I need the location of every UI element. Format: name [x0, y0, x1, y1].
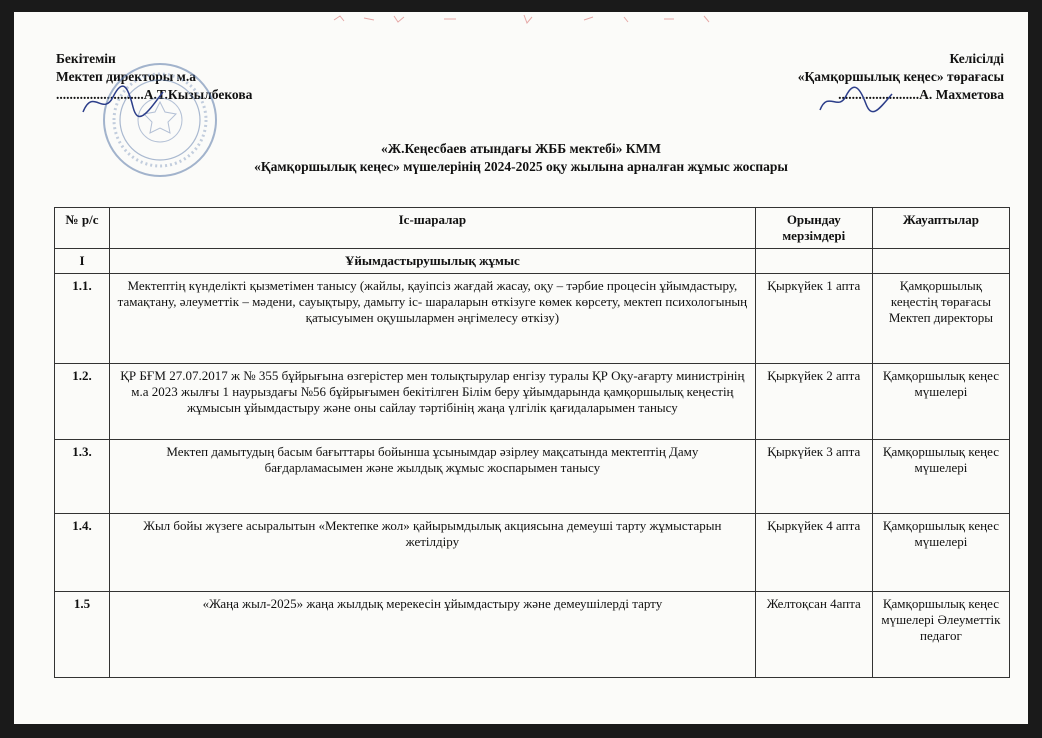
director-signature — [78, 82, 168, 122]
row-num: 1.3. — [55, 440, 110, 514]
row-deadline: Қыркүйек 2 апта — [755, 364, 872, 440]
document-page — [14, 12, 1028, 724]
approval-right-heading: Келісілді — [949, 51, 1004, 66]
table-header-row — [55, 208, 1010, 249]
section-empty-cell — [872, 249, 1009, 274]
row-activity: Жыл бойы жүзеге асыралытын «Мектепке жол» қайырымдылық акциясына демеуші тарту жұмыстарын жетілдіру — [110, 514, 756, 592]
table-row — [55, 592, 1010, 678]
table-row — [55, 514, 1010, 592]
row-responsible: Қамқоршылық кеңес мүшелері — [872, 440, 1009, 514]
table-row — [55, 274, 1010, 364]
section-empty-cell — [755, 249, 872, 274]
row-deadline: Қыркүйек 1 апта — [755, 274, 872, 364]
row-activity: ҚР БҒМ 27.07.2017 ж № 355 бұйрығына өзгерістер мен толықтырулар енгізу туралы ҚР Оқу-ағарту министрінің м.а 2023 жылғы 1 наурыздағы №56 бұйрығымен бекітілген Білім беру ұйымдарында қамқоршылық кеңестің жұмысын ұйымдастыру және оны сайлау тәртібінің жаңа үлгілік қағидаларымен танысу — [110, 364, 756, 440]
approval-left-position: Мектеп директоры м.а — [56, 69, 196, 84]
row-responsible: Қамқоршылық кеңестің төрағасы Мектеп директоры — [872, 274, 1009, 364]
row-responsible: Қамқоршылық кеңес мүшелері — [872, 364, 1009, 440]
header-deadline: Орындау мерзімдері — [755, 208, 872, 249]
row-responsible: Қамқоршылық кеңес мүшелері — [872, 514, 1009, 592]
row-num: 1.4. — [55, 514, 110, 592]
header-activity: Іс-шаралар — [110, 208, 756, 249]
approval-right-signatory: ........................А. Махметова — [838, 87, 1004, 102]
table-row — [55, 440, 1010, 514]
row-num: 1.1. — [55, 274, 110, 364]
approval-right-position: «Қамқоршылық кеңес» төрағасы — [797, 69, 1004, 84]
row-num: 1.5 — [55, 592, 110, 678]
row-deadline: Қыркүйек 3 апта — [755, 440, 872, 514]
approval-left-heading: Бекітемін — [56, 51, 116, 66]
chairman-signature — [816, 82, 896, 122]
row-activity: Мектептің күнделікті қызметімен танысу (жайлы, қауіпсіз жағдай жасау, оқу – тәрбие процесін ұйымдастыру, тамақтану, әлеуметтік – мәдени, сауықтыру, дамыту іс- шараларын өткізуге көмек көрсету, мектеп психологының қатысуымен оқушылармен әңгімелесу өткізу) — [110, 274, 756, 364]
row-num: 1.2. — [55, 364, 110, 440]
document-title — [14, 140, 1028, 176]
work-plan-table — [54, 207, 1010, 678]
row-responsible: Қамқоршылық кеңес мүшелері Әлеуметтік педагог — [872, 592, 1009, 678]
title-plan: «Қамқоршылық кеңес» мүшелерінің 2024-2025 оқу жылына арналған жұмыс жоспары — [254, 159, 788, 174]
row-activity: Мектеп дамытудың басым бағыттары бойынша ұсынымдар әзірлеу мақсатында мектептің Даму бағдарламасымен және жылдық жұмыс жоспарымен танысу — [110, 440, 756, 514]
section-row — [55, 249, 1010, 274]
header-num: № р/с — [55, 208, 110, 249]
row-deadline: Желтоқсан 4апта — [755, 592, 872, 678]
row-activity: «Жаңа жыл-2025» жаңа жылдық мерекесін ұйымдастыру және демеушілерді тарту — [110, 592, 756, 678]
header-responsible: Жауаптылар — [872, 208, 1009, 249]
section-title: Ұйымдастырушылық жұмыс — [110, 249, 756, 274]
scan-artifact-marks — [324, 12, 744, 26]
title-school: «Ж.Кеңесбаев атындағы ЖББ мектебі» КММ — [380, 141, 662, 156]
row-deadline: Қыркүйек 4 апта — [755, 514, 872, 592]
table-row — [55, 364, 1010, 440]
section-num: I — [55, 249, 110, 274]
approval-left-signatory: ..........................А.Т.Кызылбекова — [56, 87, 253, 102]
